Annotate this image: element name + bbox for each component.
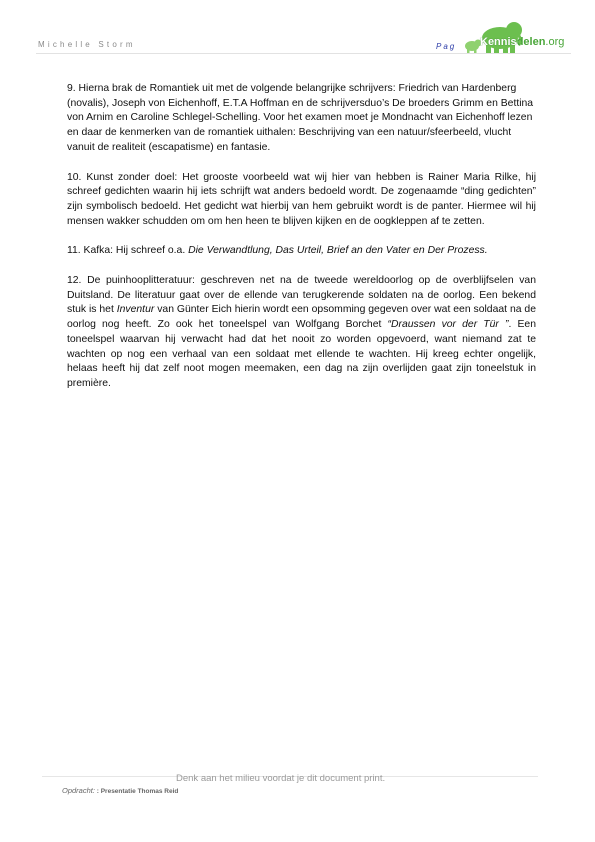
assignment-label: Opdracht: xyxy=(62,786,95,795)
logo-text-delen: delen xyxy=(516,36,546,48)
paragraph-12-text-c: . Een toneelspel waarvan hij verwacht had dat het nooit zo worden opgevoerd, want niemand zat te wachten op nog een verhaal van een soldaat met ellende te wachten. Hij kreeg echter ongelijk, helaas heeft hij dat zelf noot mogen meemaken, een dag na zijn overlijden gaat zijn toneelstuk in première. xyxy=(67,319,536,389)
logo-text-org: .org xyxy=(545,36,565,48)
paragraph-11 xyxy=(67,244,536,259)
paragraph-9: 9. Hierna brak de Romantiek uit met de volgende belangrijke schrijvers: Friedrich van Hardenberg (novalis), Joseph von Eichenhoff, E.T.A Hoffman en de schrijversduo’s De broeders Grimm en Bettina von Arnim en Caroline Schlegel-Schelling. Voor het examen moet je Mondnacht van Eichenhoff lezen en daar de kenmerken van de romantiek uithalen: Beschrijving van een natuur/sfeerbeeld, vlucht vanuit de realiteit (escapatisme) en fantasie. xyxy=(67,83,534,153)
paragraph-12-play-title: “Draussen vor der Tür ” xyxy=(387,319,509,331)
logo-wordmark xyxy=(480,36,564,48)
author-name: Michelle Storm xyxy=(38,40,136,49)
document-body xyxy=(67,82,536,407)
paragraph-12-text-b: van Günter Eich hierin wordt een opsomming gegeven over wat een soldaat na de oorlog nog heeft. Zo ook het toneelspel van Wolfgang Borchet xyxy=(67,304,536,331)
paragraph-10: 10. Kunst zonder doel: Het grooste voorbeeld wat wij hier van hebben is Rainer Maria Rilke, hij schreef gedichten waarin hij iets schrijft wat anders bedoeld wordt. De zogenaamde “ding gedichten” zijn symbolisch bedoeld. Het gedicht wat hierbij van hem gebruikt wordt is de panter. Hiermee wil hij mensen wakker schudden om om hen heen te blijven kijken en de oogkleppen af te zetten. xyxy=(67,171,536,227)
paragraph-12-inventur: Inventur xyxy=(116,304,155,316)
logo-text-kennis: Kennis xyxy=(480,36,517,48)
paragraph-11-text: 11. Kafka: Hij schreef o.a. xyxy=(67,245,189,257)
assignment-value: : Presentatie Thomas Reid xyxy=(94,788,179,795)
header-divider xyxy=(36,53,571,54)
kennisdelen-logo[interactable] xyxy=(458,14,578,58)
environment-notice: Denk aan het milieu voordat je dit document print. xyxy=(176,773,386,784)
paragraph-12-text-a: 12. De puinhooplitteratuur: geschreven net na de tweede wereldoorlog op de overblijfselen van Duitsland. De literatuur gaat over de ellende van terugkerende soldaten na de oorlog. Een bekend stuk is het xyxy=(67,275,536,316)
paragraph-11-titles: Die Verwandtlung, Das Urteil, Brief an den Vater en Der Prozess. xyxy=(188,245,488,257)
assignment-line xyxy=(62,786,178,795)
paragraph-12 xyxy=(67,274,536,392)
page-label: Pag xyxy=(436,42,457,51)
